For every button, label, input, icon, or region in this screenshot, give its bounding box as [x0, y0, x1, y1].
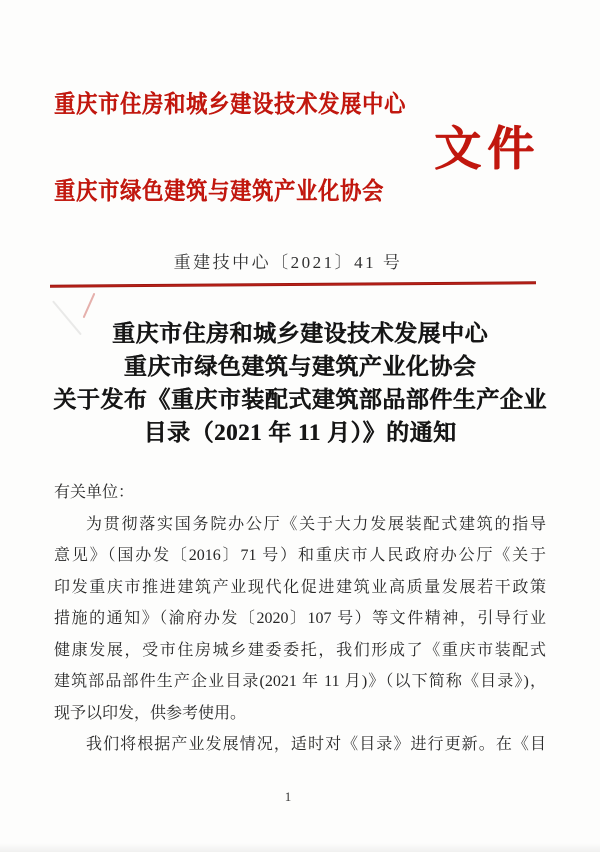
paragraph-1-line: 现予以印发，供参考使用。 — [54, 704, 247, 722]
paragraph-1-line: 意见》（国办发〔2016〕71 号）和重庆市人民政府办公厅《关于 — [54, 547, 546, 564]
title-line: 目录（2021 年 11 月）》的通知 — [143, 420, 457, 445]
paragraph-1-line: 印发重庆市推进建筑产业现代化促进建筑业高质量发展若干政策 — [54, 578, 546, 596]
letterhead-divider-rule — [50, 281, 536, 287]
title-line: 关于发布《重庆市装配式建筑部品部件生产企业 — [53, 387, 547, 412]
letterhead-org-line-2: 重庆市绿色建筑与建筑产业化协会 — [54, 179, 384, 205]
document-reference-number: 重建技中心〔2021〕41 号 — [173, 253, 403, 272]
document-body — [54, 477, 546, 761]
letterhead-doc-type-label: 文件 — [434, 124, 540, 176]
paragraph-2-line: 我们将根据产业发展情况，适时对《目录》进行更新。在《目 — [86, 736, 546, 753]
paragraph-1-line: 措施的通知》（渝府办发〔2020〕107 号）等文件精神，引导行业 — [54, 610, 546, 627]
salutation: 有关单位： — [54, 484, 135, 501]
paragraph-1-line: 建筑部品部件生产企业目录(2021 年 11 月)》（以下简称《目录》)， — [54, 673, 546, 690]
paragraph-1-line: 为贯彻落实国务院办公厅《关于大力发展装配式建筑的指导 — [86, 515, 546, 533]
title-line: 重庆市住房和城乡建设技术发展中心 — [112, 321, 488, 346]
page-number: 1 — [284, 789, 292, 804]
title-line: 重庆市绿色建筑与建筑产业化协会 — [123, 354, 477, 379]
letterhead-org-line-1: 重庆市住房和城乡建设技术发展中心 — [54, 92, 406, 118]
document-title — [30, 317, 570, 449]
scan-artifact-red — [83, 293, 96, 318]
paragraph-1-line: 健康发展，受市住房城乡建委委托，我们形成了《重庆市装配式 — [54, 641, 546, 659]
